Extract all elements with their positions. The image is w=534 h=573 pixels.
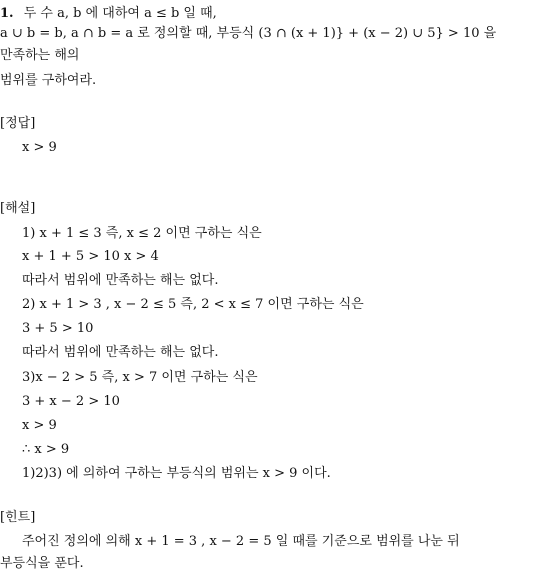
solution-line: x > 9 — [22, 418, 57, 433]
problem-line-1 — [0, 5, 217, 23]
solution-line: 3)x − 2 > 5 즉, x > 7 이면 구하는 식은 — [22, 370, 258, 385]
problem-line-4: 범위를 구하여라. — [0, 73, 97, 88]
hint-line-2: 부등식을 푼다. — [0, 556, 84, 571]
answer-value: x > 9 — [22, 140, 57, 155]
solution-line: 1) x + 1 ≤ 3 즉, x ≤ 2 이면 구하는 식은 — [22, 226, 262, 241]
problem-number: 1. — [0, 6, 14, 21]
problem-line-3: 만족하는 해의 — [0, 48, 80, 63]
solution-line: 3 + 5 > 10 — [22, 321, 94, 336]
solution-line: 따라서 범위에 만족하는 해는 없다. — [22, 345, 219, 360]
solution-line: 2) x + 1 > 3 , x − 2 ≤ 5 즉, 2 < x ≤ 7 이면 구하는 식은 — [22, 297, 364, 312]
solution-header: [해설] — [0, 201, 36, 216]
solution-line: x + 1 + 5 > 10 x > 4 — [22, 249, 159, 264]
hint-line-1: 주어진 정의에 의해 x + 1 = 3 , x − 2 = 5 일 때를 기준으로 범위를 나눈 뒤 — [22, 534, 460, 549]
solution-line: ∴ x > 9 — [22, 442, 70, 457]
solution-line: 1)2)3) 에 의하여 구하는 부등식의 범위는 x > 9 이다. — [22, 466, 331, 481]
answer-header: [정답] — [0, 116, 36, 131]
solution-line: 따라서 범위에 만족하는 해는 없다. — [22, 273, 219, 288]
solution-line: 3 + x − 2 > 10 — [22, 394, 120, 409]
problem-line-2: a ∪ b = b, a ∩ b = a 로 정의할 때, 부등식 (3 ∩ (x + 1)} + (x − 2) ∪ 5} > 10 을 — [0, 26, 497, 41]
hint-header: [힌트] — [0, 510, 36, 525]
problem-text-1: 두 수 a, b 에 대하여 a ≤ b 일 때, — [23, 6, 217, 21]
